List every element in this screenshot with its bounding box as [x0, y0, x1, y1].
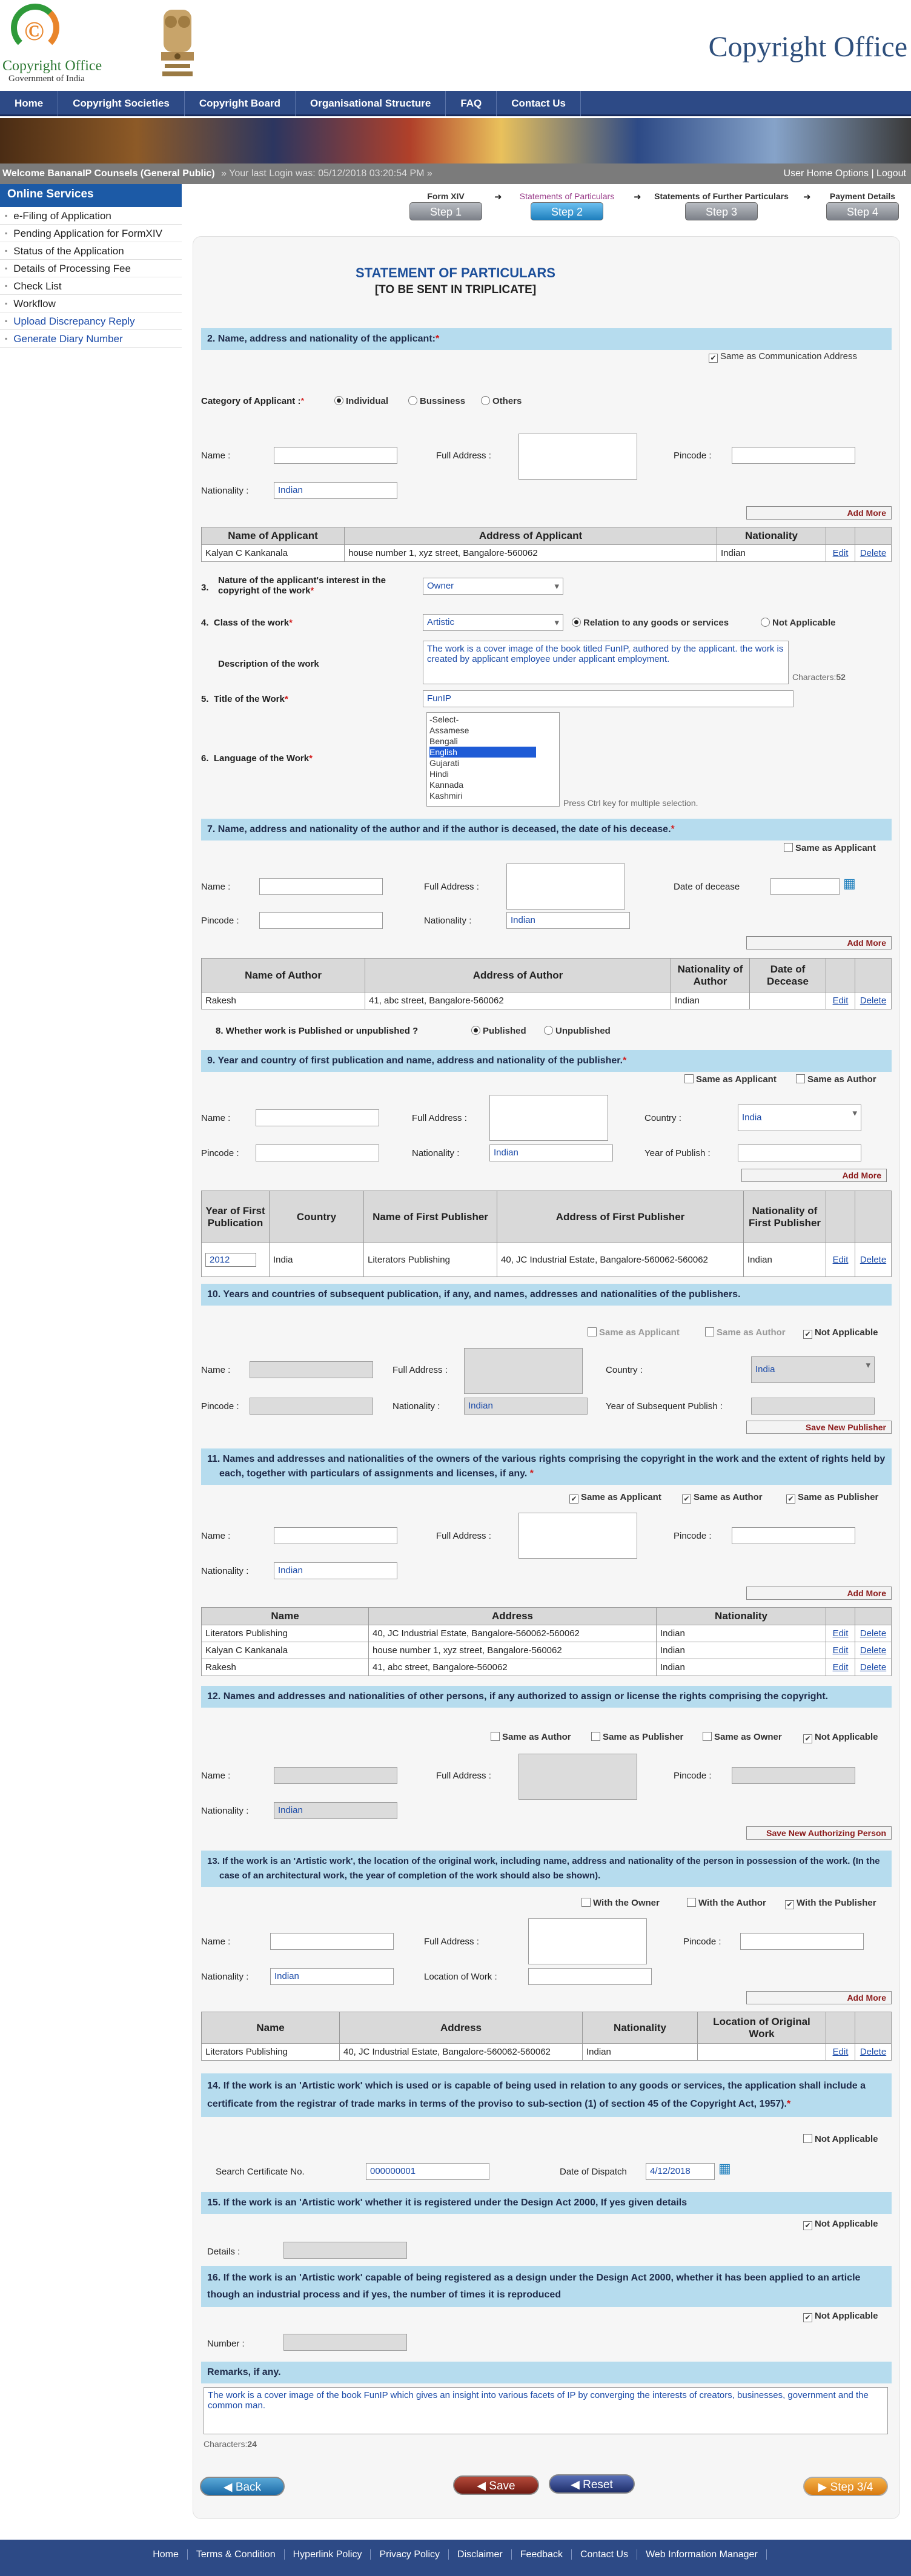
owner-address-input[interactable] — [518, 1513, 637, 1559]
col-header: Address of Applicant — [345, 527, 717, 545]
step-4-label: Payment Details — [829, 191, 896, 201]
certificate-no-label: Search Certificate No. — [216, 2167, 305, 2177]
sub-country-label: Country : — [606, 1365, 643, 1375]
location-address-input[interactable] — [528, 1918, 647, 1964]
step-4-button[interactable]: Step 4 — [826, 202, 899, 220]
applicant-address-label: Full Address : — [436, 451, 491, 461]
header — [0, 0, 911, 91]
language-option[interactable]: Assamese — [429, 725, 469, 735]
sidebar-item-pending[interactable]: ▪ Pending Application for FormXIV — [0, 225, 182, 242]
table-row: Rakesh 41, abc street, Bangalore-560062 Indian Edit Delete — [202, 1659, 892, 1676]
language-option[interactable]: Bengali — [429, 736, 458, 746]
sub-not-applicable-checkbox[interactable]: ✔ Not Applicable — [803, 1327, 878, 1339]
section-7-heading: 7. Name, address and nationality of the author and if the author is deceased, the date of his decease.* — [201, 819, 892, 841]
author-name-input[interactable] — [259, 878, 383, 895]
save-new-publisher-button[interactable]: Save New Publisher — [746, 1421, 892, 1434]
save-arrow-icon: ◀ — [477, 2480, 489, 2492]
nav-faq[interactable]: FAQ — [446, 91, 497, 116]
language-option[interactable]: Hindi — [429, 769, 449, 779]
section-15-heading: 15. If the work is an 'Artistic work' whether it is registered under the Design Act 2000, If yes given details — [201, 2192, 892, 2214]
welcome-bar — [0, 163, 911, 184]
publisher-country-label: Country : — [644, 1113, 681, 1123]
auth-pincode-label: Pincode : — [674, 1771, 712, 1781]
step-3-button[interactable]: Step 3 — [685, 202, 758, 220]
author-name-label: Name : — [201, 882, 231, 892]
sidebar-item-fee[interactable]: ▪ Details of Processing Fee — [0, 260, 182, 277]
auth-pincode-input[interactable] — [732, 1767, 855, 1784]
auth-address-input[interactable] — [518, 1754, 637, 1800]
language-option[interactable]: Kannada — [429, 780, 464, 790]
not-applicable-radio[interactable]: Not Applicable — [761, 618, 835, 628]
owner-same-as-publisher-checkbox[interactable]: ✔ Same as Publisher — [786, 1492, 878, 1504]
owner-nationality-label: Nationality : — [201, 1566, 249, 1576]
category-business-radio[interactable]: Bussiness — [408, 396, 465, 406]
with-owner-checkbox[interactable]: With the Owner — [581, 1898, 660, 1908]
sub-pincode-label: Pincode : — [201, 1401, 239, 1412]
reset-arrow-icon: ◀ — [571, 2479, 583, 2491]
language-listbox[interactable] — [426, 712, 560, 807]
applicant-table — [201, 527, 892, 562]
sidebar-item-workflow[interactable]: ▪ Workflow — [0, 295, 182, 312]
step-1-label: Form XIV — [427, 191, 465, 201]
language-option[interactable]: Gujarati — [429, 758, 460, 768]
last-login: » Your last Login was: 05/12/2018 03:20:54 PM » — [221, 168, 432, 179]
calendar-icon[interactable]: ▦ — [843, 876, 856, 891]
save-button[interactable]: ◀ Save — [453, 2475, 539, 2495]
owner-name-label: Name : — [201, 1531, 231, 1541]
col-header: Name of Applicant — [202, 527, 345, 545]
footer — [0, 2540, 911, 2576]
publisher-nationality-input[interactable]: Indian — [489, 1144, 613, 1161]
publisher-address-input[interactable] — [489, 1095, 608, 1141]
sub-same-as-applicant-checkbox[interactable]: Same as Applicant — [588, 1327, 680, 1338]
sidebar-item-checklist[interactable]: ▪ Check List — [0, 277, 182, 295]
author-address-input[interactable] — [506, 864, 625, 910]
nav-org-structure[interactable]: Organisational Structure — [296, 91, 446, 116]
table-row: Literators Publishing 40, JC Industrial Estate, Bangalore-560062-560062 Indian Edit Delete — [202, 1625, 892, 1642]
year-input[interactable]: 2012 — [205, 1253, 256, 1267]
publisher-address-label: Full Address : — [412, 1113, 467, 1123]
certificate-no-input[interactable]: 000000001 — [366, 2163, 489, 2180]
owner-nationality-input[interactable]: Indian — [274, 1562, 397, 1579]
delete-link[interactable]: Delete — [855, 1243, 892, 1277]
q3-number: 3. — [201, 583, 209, 593]
step-2-button[interactable]: Step 2 — [531, 202, 603, 220]
auth-nationality-input[interactable]: Indian — [274, 1802, 397, 1819]
with-author-checkbox[interactable]: With the Author — [687, 1898, 766, 1908]
applicant-name-input[interactable] — [274, 447, 397, 464]
applicant-nationality-label: Nationality : — [201, 486, 249, 496]
step-indicator — [403, 191, 904, 231]
sub-pincode-input[interactable] — [250, 1398, 373, 1415]
category-individual-radio[interactable]: Individual — [334, 396, 388, 406]
nav-contact[interactable]: Contact Us — [497, 91, 581, 116]
delete-link[interactable]: Delete — [855, 1642, 892, 1659]
sidebar-item-upload-discrepancy[interactable]: ▪ Upload Discrepancy Reply — [0, 312, 182, 330]
author-nationality-input[interactable]: Indian — [506, 912, 630, 929]
step-2-label: Statements of Particulars — [519, 191, 615, 201]
sub-name-input[interactable] — [250, 1361, 373, 1378]
footer-privacy[interactable]: Privacy Policy — [371, 2549, 449, 2560]
s16-not-applicable-checkbox[interactable]: ✔ Not Applicable — [803, 2311, 878, 2322]
table-row: Literators Publishing 40, JC Industrial Estate, Bangalore-560062-560062 Indian Edit Delete — [202, 2044, 892, 2061]
auth-same-as-owner-checkbox[interactable]: Same as Owner — [703, 1732, 782, 1742]
footer-feedback[interactable]: Feedback — [512, 2549, 572, 2560]
relation-goods-radio[interactable]: Relation to any goods or services — [572, 618, 729, 628]
location-add-more-button[interactable]: Add More — [746, 1991, 892, 2004]
sidebar-item-status[interactable]: ▪ Status of the Application — [0, 242, 182, 260]
publisher-table: Year of First Publication Country Name of First Publisher Address of First Publisher Nationality of First Publisher 2012 India Literators Publishing 40, JC Industrial Estate, Bangalore-560062-560062 Indian Edit Delete — [201, 1191, 892, 1277]
author-add-more-button[interactable]: Add More — [746, 936, 892, 949]
delete-link[interactable]: Delete — [855, 545, 892, 562]
location-of-work-input[interactable] — [528, 1968, 652, 1985]
location-address-label: Full Address : — [424, 1937, 479, 1947]
section-13-heading: 13. If the work is an 'Artistic work', the location of the original work, including name, address and nationality of the person in possession of the work. (In the case of an architectural work, the year of completion of the work should also be shown). — [201, 1851, 892, 1887]
number-input[interactable] — [283, 2334, 407, 2351]
owner-address-label: Full Address : — [436, 1531, 491, 1541]
nav-home[interactable]: Home — [0, 91, 58, 116]
publisher-name-label: Name : — [201, 1113, 231, 1123]
details-input[interactable] — [283, 2242, 407, 2259]
logo-title: Copyright Office — [2, 58, 102, 74]
edit-link[interactable]: Edit — [826, 2044, 855, 2061]
language-option[interactable]: Kashmiri — [429, 791, 463, 801]
sidebar-item-diary-number[interactable]: ▪ Generate Diary Number — [0, 330, 182, 348]
section-2-text: 2. Name, address and nationality of the applicant: — [207, 334, 436, 344]
q4-label: 4. Class of the work* — [201, 618, 293, 628]
step-3[interactable] — [646, 191, 797, 220]
remarks-char-count: Characters:24 — [204, 2439, 257, 2449]
publisher-pincode-label: Pincode : — [201, 1148, 239, 1158]
sub-country-select[interactable]: India ▾ — [751, 1356, 875, 1383]
language-option[interactable]: -Select- — [429, 715, 459, 724]
next-arrow-icon: ▶ — [818, 2481, 830, 2494]
section-11-heading: 11. Names and addresses and nationalities of the owners of the various rights comprising the copyright in the work and the extent of rights held by each, together with particulars of assignments and licenses, if any. * — [201, 1448, 892, 1485]
delete-link[interactable]: Delete — [855, 1625, 892, 1642]
q8-label: 8. Whether work is Published or unpublished ? — [216, 1026, 419, 1036]
publisher-add-more-button[interactable]: Add More — [741, 1169, 887, 1182]
publish-year-input[interactable] — [738, 1144, 861, 1161]
sub-same-as-author-checkbox[interactable]: Same as Author — [705, 1327, 786, 1338]
auth-address-label: Full Address : — [436, 1771, 491, 1781]
sidebar-heading: Online Services — [0, 184, 182, 207]
footer-contact[interactable]: Contact Us — [572, 2549, 637, 2560]
edit-link[interactable]: Edit — [826, 1243, 855, 1277]
arrow-icon: ➜ — [494, 192, 502, 202]
national-emblem-icon — [155, 5, 200, 85]
table-row: Kalyan C Kankanala house number 1, xyz street, Bangalore-560062 Indian Edit Delete — [202, 545, 892, 562]
form-subtitle: [TO BE SENT IN TRIPLICATE] — [374, 283, 537, 296]
sub-name-label: Name : — [201, 1365, 231, 1375]
nav-copyright-societies[interactable]: Copyright Societies — [58, 91, 185, 116]
publisher-name-input[interactable] — [256, 1109, 379, 1126]
s14-not-applicable-checkbox[interactable]: Not Applicable — [803, 2134, 878, 2144]
col-header: Nationality — [717, 527, 826, 545]
language-option-selected[interactable]: English — [429, 747, 536, 758]
location-pincode-input[interactable] — [740, 1933, 864, 1950]
details-label: Details : — [207, 2247, 240, 2257]
location-nationality-label: Nationality : — [201, 1972, 249, 1982]
publisher-country-select[interactable]: India ▾ — [738, 1105, 861, 1131]
applicant-pincode-label: Pincode : — [674, 451, 712, 461]
sub-address-input[interactable] — [464, 1348, 583, 1394]
nav-copyright-board[interactable]: Copyright Board — [185, 91, 296, 116]
pub-same-as-applicant-checkbox[interactable]: Same as Applicant — [684, 1074, 777, 1085]
section-10-heading: 10. Years and countries of subsequent publication, if any, and names, addresses and nationalities of the publishers. — [201, 1284, 892, 1306]
next-step-button[interactable]: ▶ Step 3/4 — [803, 2477, 888, 2496]
pub-same-as-author-checkbox[interactable]: Same as Author — [796, 1074, 876, 1085]
q5-label: 5. Title of the Work* — [201, 694, 288, 704]
owner-pincode-label: Pincode : — [674, 1531, 712, 1541]
back-arrow-icon: ◀ — [223, 2481, 236, 2494]
location-cell-input[interactable] — [698, 2044, 826, 2061]
number-label: Number : — [207, 2339, 245, 2349]
footer-web-manager[interactable]: Web Information Manager — [637, 2549, 767, 2560]
category-others-radio[interactable]: Others — [481, 396, 522, 406]
step-1-button[interactable]: Step 1 — [409, 202, 482, 220]
decease-date-label: Date of decease — [674, 882, 740, 892]
applicant-name-label: Name : — [201, 451, 231, 461]
location-pincode-label: Pincode : — [683, 1937, 721, 1947]
interest-select[interactable]: Owner ▾ — [423, 578, 563, 595]
save-new-authorizing-person-button[interactable]: Save New Authorizing Person — [746, 1826, 892, 1840]
sidebar-item-efiling[interactable]: ▪ e-Filing of Application — [0, 207, 182, 225]
section-14-heading: 14. If the work is an 'Artistic work' which is used or is capable of being used in relation to any goods or services, the application shall include a certificate from the registrar of trade marks in terms of the proviso to sub-section (1) of section 45 of the Copyright Act, 1957).* — [201, 2073, 892, 2117]
table-row: Kalyan C Kankanala house number 1, xyz street, Bangalore-560062 Indian Edit Delete — [202, 1642, 892, 1659]
calendar-icon[interactable]: ▦ — [718, 2161, 731, 2176]
remarks-textarea[interactable]: The work is a cover image of the book FunIP which gives an insight into various facets of IP by converging the interests of creators, businesses, government and the common man. — [204, 2387, 888, 2434]
category-label: Category of Applicant :* — [201, 396, 305, 406]
step-1[interactable] — [403, 191, 488, 220]
owner-name-input[interactable] — [274, 1527, 397, 1544]
description-label: Description of the work — [218, 659, 319, 669]
arrow-icon: ➜ — [634, 192, 641, 202]
class-of-work-select[interactable]: Artistic ▾ — [423, 614, 563, 631]
author-same-as-applicant-checkbox[interactable]: Same as Applicant — [784, 843, 876, 853]
s15-not-applicable-checkbox[interactable]: ✔ Not Applicable — [803, 2219, 878, 2230]
remarks-heading: Remarks, if any. — [201, 2362, 892, 2383]
applicant-address-input[interactable] — [518, 434, 637, 480]
auth-same-as-publisher-checkbox[interactable]: Same as Publisher — [591, 1732, 683, 1742]
auth-name-input[interactable] — [274, 1767, 397, 1784]
description-textarea[interactable]: The work is a cover image of the book titled FunIP, authored by the applicant. the work is created by applicant employee under applicant employment. — [423, 641, 789, 684]
footer-home[interactable]: Home — [144, 2549, 188, 2560]
applicant-nationality-input[interactable]: Indian — [274, 482, 397, 499]
owner-pincode-input[interactable] — [732, 1527, 855, 1544]
delete-link[interactable]: Delete — [855, 1659, 892, 1676]
edit-link[interactable]: Edit — [826, 992, 855, 1009]
sub-nationality-label: Nationality : — [393, 1401, 440, 1412]
location-name-input[interactable] — [270, 1933, 394, 1950]
applicant-pincode-input[interactable] — [732, 447, 855, 464]
edit-link[interactable]: Edit — [826, 545, 855, 562]
owner-same-as-applicant-checkbox[interactable]: ✔ Same as Applicant — [569, 1492, 661, 1504]
step-4[interactable] — [821, 191, 904, 220]
unpublished-radio[interactable]: Unpublished — [544, 1026, 611, 1036]
author-pincode-input[interactable] — [259, 912, 383, 929]
site-title: Copyright Office — [708, 31, 907, 63]
publisher-nationality-label: Nationality : — [412, 1148, 460, 1158]
published-radio[interactable]: Published — [471, 1026, 526, 1036]
auth-name-label: Name : — [201, 1771, 231, 1781]
auth-same-as-author-checkbox[interactable]: Same as Author — [491, 1732, 571, 1742]
top-nav — [0, 91, 911, 116]
header-banner-image — [0, 118, 911, 163]
location-table: Name Address Nationality Location of Original Work Literators Publishing 40, JC Industrial Estate, Bangalore-560062-560062 Indian Edit Delete — [201, 2012, 892, 2061]
author-nationality-label: Nationality : — [424, 916, 472, 926]
form-title: STATEMENT OF PARTICULARS — [356, 265, 555, 280]
table-row: Rakesh 41, abc street, Bangalore-560062 Indian Edit Delete — [202, 992, 892, 1009]
with-publisher-checkbox[interactable]: ✔ With the Publisher — [785, 1898, 876, 1909]
back-button[interactable]: ◀ Back — [200, 2477, 285, 2496]
dispatch-date-label: Date of Dispatch — [560, 2167, 627, 2177]
auth-not-applicable-checkbox[interactable]: ✔ Not Applicable — [803, 1732, 878, 1743]
decease-date-input[interactable] — [770, 878, 840, 895]
applicant-add-more-button[interactable]: Add More — [746, 506, 892, 520]
user-options[interactable]: User Home Options | Logout — [783, 168, 906, 179]
sub-year-input[interactable] — [751, 1398, 875, 1415]
q6-label: 6. Language of the Work* — [201, 753, 313, 764]
owner-table: Name Address Nationality Literators Publishing 40, JC Industrial Estate, Bangalore-560062-560062 Indian Edit Delete Kalyan C Kankanala house number 1, xyz street, Bangalore-560062 Indian Edit Delete Rakesh 41, abc street, Bangalore-560062 Indian Edit Delete — [201, 1607, 892, 1676]
owner-same-as-author-checkbox[interactable]: ✔ Same as Author — [682, 1492, 763, 1504]
author-table: Name of Author Address of Author Nationality of Author Date of Decease Rakesh 41, abc street, Bangalore-560062 Indian Edit Delete — [201, 958, 892, 1009]
auth-nationality-label: Nationality : — [201, 1806, 249, 1816]
sub-address-label: Full Address : — [393, 1365, 448, 1375]
description-char-count: Characters:52 — [792, 672, 846, 682]
author-pincode-label: Pincode : — [201, 916, 239, 926]
table-row: 2012 India Literators Publishing 40, JC Industrial Estate, Bangalore-560062-560062 Indian Edit Delete — [202, 1243, 892, 1277]
section-9-heading: 9. Year and country of first publication and name, address and nationality of the publisher.* — [201, 1050, 892, 1072]
delete-link[interactable]: Delete — [855, 992, 892, 1009]
edit-link[interactable]: Edit — [826, 1659, 855, 1676]
owner-add-more-button[interactable]: Add More — [746, 1587, 892, 1600]
edit-link[interactable]: Edit — [826, 1625, 855, 1642]
location-of-work-label: Location of Work : — [424, 1972, 497, 1982]
location-name-label: Name : — [201, 1937, 231, 1947]
publisher-pincode-input[interactable] — [256, 1144, 379, 1161]
footer-terms[interactable]: Terms & Condition — [188, 2549, 285, 2560]
section-12-heading: 12. Names and addresses and nationalities of other persons, if any authorized to assign or license the rights comprising the copyright. — [201, 1686, 892, 1708]
reset-button[interactable]: ◀ Reset — [549, 2474, 635, 2494]
language-help-text: Press Ctrl key for multiple selection. — [563, 798, 698, 808]
delete-link[interactable]: Delete — [855, 2044, 892, 2061]
publish-year-label: Year of Publish : — [644, 1148, 711, 1158]
footer-hyperlink-policy[interactable]: Hyperlink Policy — [285, 2549, 371, 2560]
welcome-text: Welcome BananaIP Counsels (General Public) — [2, 168, 215, 179]
author-address-label: Full Address : — [424, 882, 479, 892]
q3-label: Nature of the applicant's interest in the copyright of the work* — [218, 575, 386, 596]
location-nationality-input[interactable]: Indian — [270, 1968, 394, 1985]
section-16-heading: 16. If the work is an 'Artistic work' capable of being registered as a design under the Design Act 2000, whether it has been applied to an article though an industrial process and if yes, the number of times it is reproduced — [201, 2266, 892, 2307]
title-input[interactable]: FunIP — [423, 690, 793, 707]
logo-subtitle: Government of India — [8, 74, 85, 84]
step-2[interactable] — [506, 191, 628, 220]
step-3-label: Statements of Further Particulars — [654, 191, 789, 201]
sub-year-label: Year of Subsequent Publish : — [606, 1401, 723, 1412]
arrow-icon: ➜ — [803, 192, 811, 202]
same-as-communication-checkbox[interactable]: ✔ Same as Communication Address — [709, 351, 857, 363]
dispatch-date-input[interactable]: 4/12/2018 — [646, 2163, 715, 2180]
label: Same as Communication Address — [720, 351, 857, 362]
section-2-heading: 2. Name, address and nationality of the applicant:* — [201, 328, 892, 350]
edit-link[interactable]: Edit — [826, 1642, 855, 1659]
footer-disclaimer[interactable]: Disclaimer — [449, 2549, 512, 2560]
copyright-c-icon: © — [24, 16, 44, 46]
sub-nationality-input[interactable]: Indian — [464, 1398, 588, 1415]
